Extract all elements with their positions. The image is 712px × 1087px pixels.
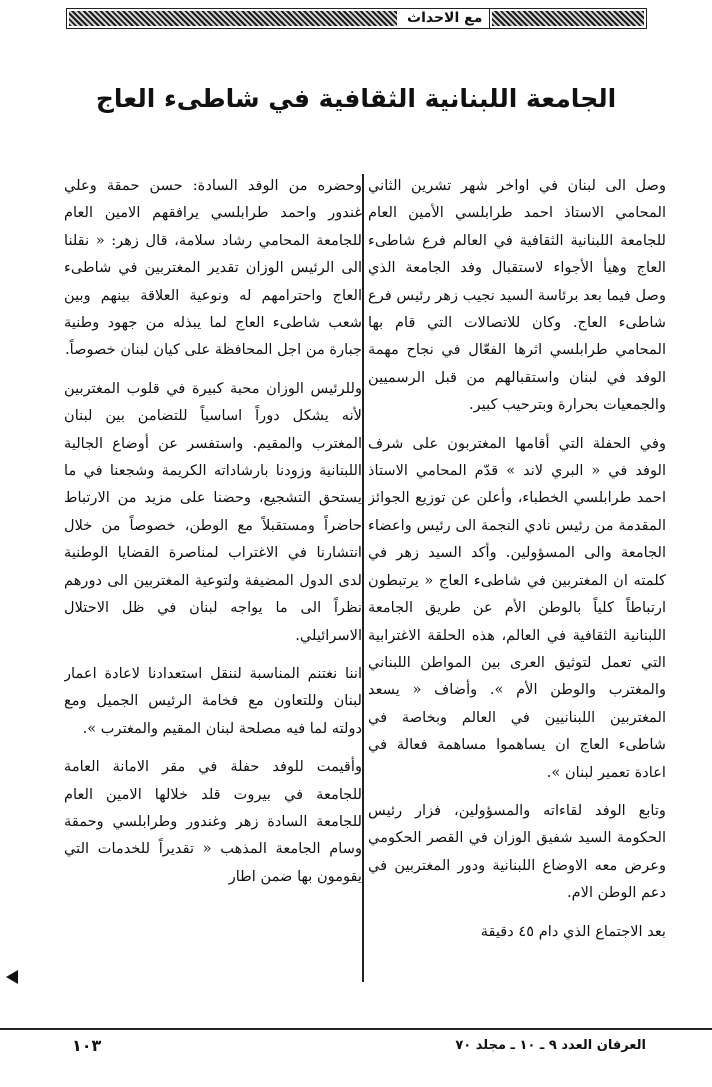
issue-info: العرفان العدد ٩ ـ ١٠ ـ مجلد ٧٠ <box>455 1038 646 1053</box>
footer-divider <box>0 1028 712 1030</box>
paragraph: اننا نغتنم المناسبة لننقل استعدادنا لاعادة اعمار لبنان وللتعاون مع فخامة الرئيس الجميل ومع دولته لما فيه مصلحة لبنان المقيم والمغترب ». <box>64 664 362 737</box>
section-label: مع الاحداث <box>399 9 490 28</box>
column-divider <box>362 174 364 982</box>
paragraph: وأقيمت للوفد حفلة في مقر الامانة العامة للجامعة في بيروت قلد خلالها الامين العام للجامعة السادة زهر وغندور وطرابلسي وحمقة وسام الجامعة المذهب « تقديراً للخدمات التي يقومون بها ضمن اطار <box>64 758 362 885</box>
paragraph: بعد الاجتماع الذي دام ٤٥ دقيقة <box>480 922 666 940</box>
paragraph: وفي الحفلة التي أقامها المغتربون على شرف الوفد في « البري لاند » قدّم المحامي الاستاذ احمد طرابلسي الخطباء، وأعلن عن توزيع الجوائز المقدمة من رئيس نادي النجمة الى رئيس واعضاء الجامعة والى المسؤولين. وأكد السيد زهر في كلمته ان المغتربين في شاطىء العاج « يرتبطون ارتباطاً كلياً بالوطن الأم عن طريق الجامعة اللبنانية الثقافية في العالم، هذه الحلقة الاغترابية التي تعمل لتوثيق العرى بين المواطن اللبناني والمغترب والوطن الأم ». وأضاف « يسعد المغتربين اللبنانيين في العالم وبخاصة في شاطىء العاج ان يساهموا مساهمة فعالة في اعادة تعمير لبنان ». <box>368 434 666 781</box>
paragraph: وتابع الوفد لقاءاته والمسؤولين، فزار رئيس الحكومة السيد شفيق الوزان في القصر الحكومي وعرض معه الاوضاع اللبنانية ودور المغتربين في دعم الوطن الام. <box>368 801 666 902</box>
header-ornament-right <box>490 9 646 28</box>
header-ornament-left <box>67 9 399 28</box>
triangle-left-icon <box>6 970 18 984</box>
page-number: ١٠٣ <box>72 1036 102 1055</box>
paragraph: وحضره من الوفد السادة: حسن حمقة وعلي غندور واحمد طرابلسي يرافقهم الامين العام للجامعة المحامي رشاد سلامة، قال زهر: « نقلنا الى الرئيس الوزان تقدير المغتربين في شاطىء العاج واحترامهم له ونوعية العلاقة بينهم وبين شعب شاطىء العاج لما يبذله من جهود وطنية جبارة من اجل المحافظة على كيان لبنان خصوصاً. <box>64 177 362 359</box>
section-header-bar <box>66 8 647 29</box>
article-title: الجامعة اللبنانية الثقافية في شاطىء العاج <box>95 84 617 113</box>
paragraph: وصل الى لبنان في اواخر شهر تشرين الثاني المحامي الاستاذ احمد طرابلسي الأمين العام للجامعة اللبنانية الثقافية في العالم فرع شاطىء العاج وهيأ الأجواء لاستقبال وفد الجامعة الذي وصل فيما بعد برئاسة السيد نجيب زهر رئيس فرع شاطىء العاج. وكان للاتصالات التي قام بها المحامي طرابلسي اثرها الفعّال في نجاح مهمة الوفد في لبنان واستقبالهم من قبل الرسميين والجمعيات بحرارة وبترحيب كبير. <box>368 177 666 414</box>
paragraph: وللرئيس الوزان محبة كبيرة في قلوب المغتربين لأنه يشكل دوراً اساسياً للتضامن بين لبنان المغترب والمقيم. واستفسر عن أوضاع الجالية اللبنانية وزودنا بارشاداته الكريمة وشجعنا في ما يستحق التشجيع، وحضنا على مزيد من الارتباط حاضراً ومستقبلاً مع الوطن، خصوصاً من خلال انتشارنا في الاغتراب لمناصرة القضايا الوطنية لدى الدول المضيفة ولتوعية المغتربين الى دورهم نظراً الى ما يواجه لبنان في ظل الاحتلال الاسرائيلي. <box>64 379 362 644</box>
text-column-right <box>368 172 666 980</box>
text-column-left <box>64 172 362 980</box>
